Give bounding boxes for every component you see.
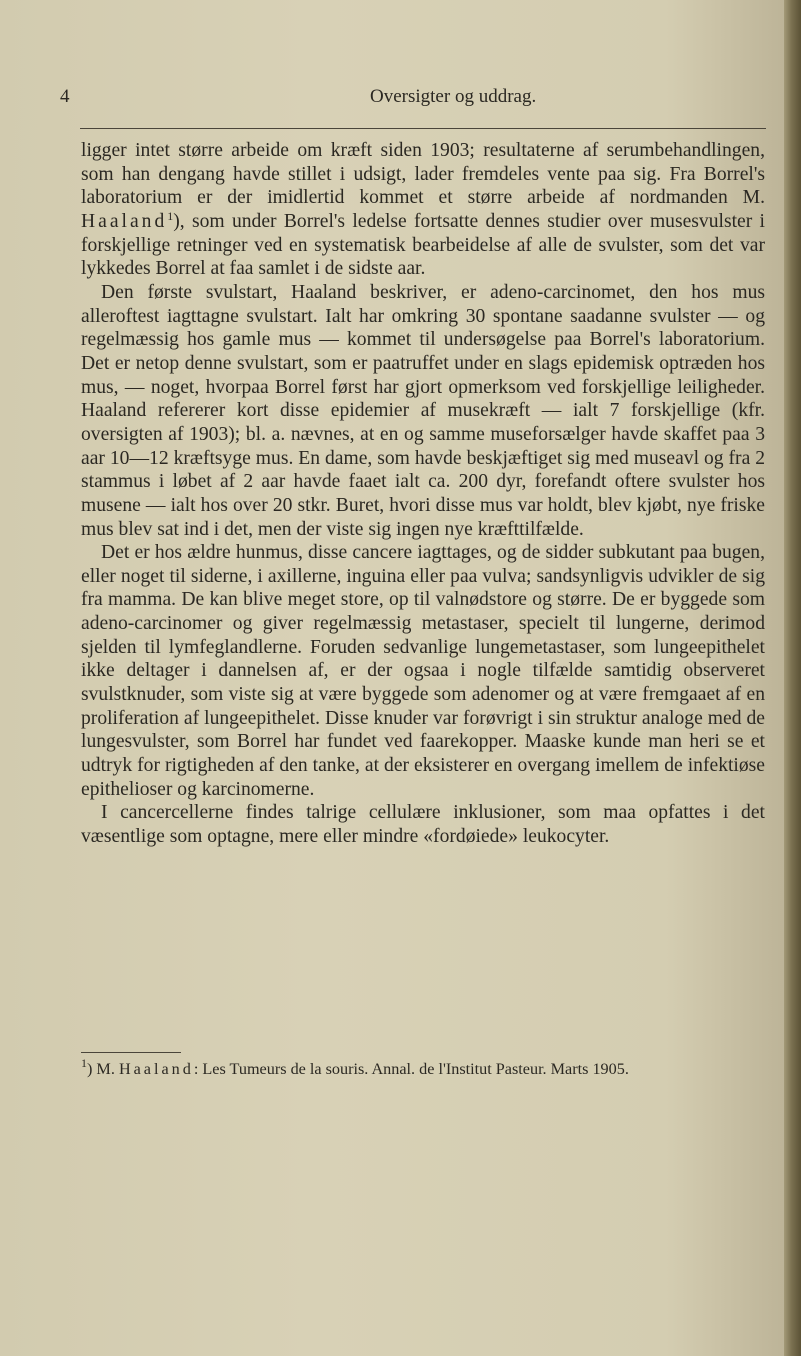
header-rule — [80, 128, 766, 129]
paragraph-3: Det er hos ældre hunmus, disse cancere iagttages, og de sidder subkutant paa bugen, eller noget til siderne, i axillerne, inguina eller paa vulva; sandsynligvis udvikler de sig fra mamma. De kan blive meget store, op til valnødstore og større. De er byggede som adeno-carcinomer og giver regelmæssig metastaser, specielt til lungerne, derimod sjelden til lymfeglandlerne. Foruden sedvanlige lungemetastaser, som lungeepithelet ikke deltager i dannelsen af, er der ogsaa i nogle tilfælde samtidig observeret svulstknuder, som viste sig at være byggede som adenomer og at være fremgaaet af en proliferation af lungeepithelet. Disse knuder var forøvrigt i sin struktur analoge med de lungesvulster, som Borrel har fundet ved faarekopper. Maaske kunde man heri se et udtryk for rigtigheden af den tanke, at der eksisterer en overgang imellem de infektiøse epithelioser og karcinomerne. — [81, 542, 765, 800]
footnote: $^1$) M. Haaland: Les Tumeurs de la souris. Annal. de l'Institut Pasteur. Marts 1905. — [81, 1056, 629, 1078]
paragraph-1-continuation: ), som under Borrel's ledelse fortsatte dennes studier over musesvulster i forskjellige retninger ved en systematisk bearbeidelse af alle de svulster, som det var lykkedes Borrel at faa samlet i de sidste aar. — [81, 210, 765, 280]
footnote-text: : Les Tumeurs de la souris. Annal. de l'Institut Pasteur. Marts 1905. — [193, 1060, 629, 1078]
page-number: 4 — [60, 86, 70, 107]
paragraph-4: I cancercellerne findes talrige cellulære inklusioner, som maa opfattes i det væsentlige som optagne, mere eller mindre «fordøiede» leukocyter. — [81, 802, 765, 848]
paragraph-1-text: ligger intet større arbeide om kræft siden 1903; resultaterne af serumbehandlingen, som han dengang havde stillet i udsigt, lader fremdeles vente paa sig. Fra Borrel's laboratorium er der imidlertid kommet et større arbeide af nordmanden M. — [81, 140, 765, 209]
running-title: Oversigter og uddrag. — [370, 86, 537, 107]
author-name: Haaland — [81, 210, 168, 232]
paragraph-2: Den første svulstart, Haaland beskriver, er adeno-carcinomet, den hos mus alleroftest iagttagne svulstart. Ialt har omkring 30 spontane saadanne svulster — og regelmæssig hos gamle mus — kommet til undersøgelse paa Borrel's laboratorium. Det er netop denne svulstart, som er paatruffet under en slags epidemisk optræden hos mus, — noget, hvorpaa Borrel først har gjort opmerksom ved forskjellige leiligheder. Haaland refererer kort disse epidemier af musekræft — ialt 7 forskjellige (kfr. oversigten af 1903); bl. a. nævnes, at en og samme museforsælger havde skaffet paa 3 aar 10—12 kræftsyge mus. En dame, som havde beskjæftiget sig med museavl og fra 2 stammus i løbet af 2 aar havde faaet ialt ca. 200 dyr, forefandt oftere svulster hos musene — ialt hos over 20 stkr. Buret, hvori disse mus var holdt, blev kjøbt, nye friske mus blev sat ind i det, men der viste sig ingen nye kræfttilfælde. — [81, 281, 765, 540]
main-text — [81, 139, 765, 849]
footnote-rule — [81, 1052, 181, 1053]
paragraph-1 — [81, 139, 765, 281]
footnote-author: Haaland — [118, 1060, 194, 1078]
page-edge — [784, 0, 801, 1356]
footnote-reference[interactable]: 1 — [167, 208, 174, 223]
footnote-marker: 1 — [81, 1056, 87, 1070]
